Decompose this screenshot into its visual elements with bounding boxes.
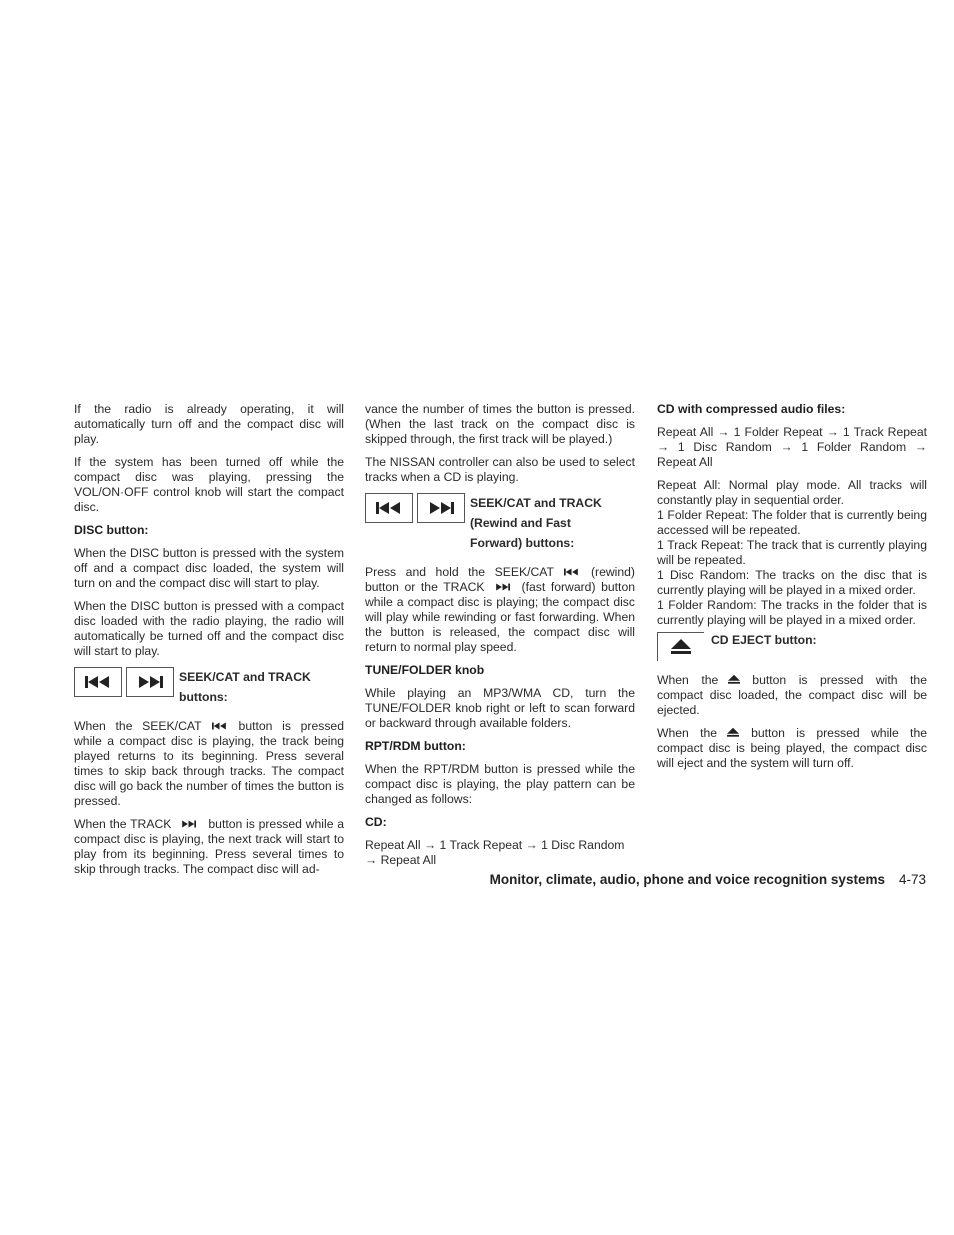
paragraph-continued: vance the number of times the button is pressed. (When the last track on the compact disc is skipped through, the first track will be played.) xyxy=(365,402,635,446)
text: (fast forward) button while a compact disc is playing; the compact disc will play while rewinding or fast forwarding. When the button is released, the compact disc will return to normal play speed. xyxy=(365,580,635,654)
paragraph: When the DISC button is pressed with the system off and a compact disc loaded, the system will turn on and the compact disc will start to play. xyxy=(74,546,344,590)
section-heading-cd-eject: CD EJECT button: xyxy=(711,633,817,647)
paragraph: The NISSAN controller can also be used to select tracks when a CD is playing. xyxy=(365,455,635,484)
skip-back-icon xyxy=(376,502,402,514)
paragraph: Repeat All → 1 Folder Repeat → 1 Track Repeat → 1 Disc Random → 1 Folder Random → Repeat All xyxy=(657,425,927,469)
footer-section-title: Monitor, climate, audio, phone and voice recognition systems xyxy=(489,872,885,887)
eject-icon xyxy=(728,674,740,685)
definition: 1 Folder Repeat: The folder that is currently being accessed will be repeated. xyxy=(657,508,927,537)
column-3 xyxy=(657,402,927,779)
section-heading-disc: DISC button: xyxy=(74,523,149,537)
heading-line: SEEK/CAT and TRACK xyxy=(470,496,602,510)
text: When the TRACK xyxy=(74,817,172,831)
text: When the xyxy=(657,726,718,740)
eject-icon xyxy=(727,727,739,738)
skip-back-icon xyxy=(564,567,579,577)
definition: Repeat All: Normal play mode. All tracks will constantly play in sequential order. xyxy=(657,478,927,507)
skip-back-icon xyxy=(212,721,227,731)
section-heading-rpt-rdm: RPT/RDM button: xyxy=(365,739,466,753)
paragraph xyxy=(365,565,635,655)
skip-forward-icon xyxy=(181,819,196,829)
skip-forward-icon xyxy=(495,582,510,592)
page-number: 4-73 xyxy=(898,872,926,887)
section-heading-rewind-ff xyxy=(470,493,602,553)
paragraph: When the RPT/RDM button is pressed while the compact disc is playing, the play pattern can be changed as follows: xyxy=(365,762,635,806)
paragraph xyxy=(74,719,344,809)
text: When the SEEK/CAT xyxy=(74,719,202,733)
column-1 xyxy=(74,402,344,885)
paragraph: While playing an MP3/WMA CD, turn the TUNE/FOLDER knob right or left to scan forward or backward through available folders. xyxy=(365,686,635,730)
section-heading-seek-track xyxy=(179,667,311,707)
text: When the xyxy=(657,673,719,687)
skip-back-icon xyxy=(85,676,111,688)
heading-line: SEEK/CAT and TRACK xyxy=(179,670,311,684)
text: Press and hold the SEEK/CAT xyxy=(365,565,554,579)
seek-button-illustration xyxy=(365,493,413,523)
definition: 1 Disc Random: The tracks on the disc that is currently playing will be played in a mixed order. xyxy=(657,568,927,597)
paragraph: When the DISC button is pressed with a compact disc loaded with the radio playing, the radio will automatically be turned off and the compact disc will start to play. xyxy=(74,599,344,658)
paragraph: If the radio is already operating, it will automatically turn off and the compact disc will play. xyxy=(74,402,344,446)
paragraph xyxy=(657,726,927,771)
section-heading-tune-folder: TUNE/FOLDER knob xyxy=(365,663,485,677)
eject-icon xyxy=(671,639,691,655)
heading-line: Forward) buttons: xyxy=(470,536,575,550)
skip-forward-icon xyxy=(137,676,163,688)
track-button-illustration xyxy=(126,667,174,697)
text: button is pressed with the compact disc loaded, the compact disc will be ejected. xyxy=(657,673,927,717)
page-footer xyxy=(490,872,926,887)
section-heading-compressed-audio: CD with compressed audio files: xyxy=(657,402,846,416)
text: button is pressed while the compact disc is being played, the compact disc will eject and the system will turn off. xyxy=(657,726,927,770)
paragraph: If the system has been turned off while the compact disc was playing, pressing the VOL/ON·OFF control knob will start the compact disc. xyxy=(74,455,344,514)
paragraph xyxy=(657,673,927,718)
text: (rewind) button or the TRACK xyxy=(365,565,635,594)
eject-button-box xyxy=(657,632,704,661)
section-heading-cd: CD: xyxy=(365,815,387,829)
track-button-illustration xyxy=(417,493,465,523)
seek-button-illustration xyxy=(74,667,122,697)
rewind-ff-button-illustration xyxy=(365,493,635,553)
skip-forward-icon xyxy=(428,502,454,514)
eject-button-illustration xyxy=(657,632,927,661)
paragraph xyxy=(74,817,344,877)
paragraph: Repeat All → 1 Track Repeat → 1 Disc Random → Repeat All xyxy=(365,838,625,867)
text: button is pressed while a compact disc is playing, the next track will start to play from its beginning. Press several times to skip through tracks. The compact disc will ad- xyxy=(74,817,345,876)
definition: 1 Folder Random: The tracks in the folder that is currently playing will be played in a mixed order. xyxy=(657,598,927,627)
column-2 xyxy=(365,402,635,876)
heading-line: (Rewind and Fast xyxy=(470,516,571,530)
seek-track-button-illustration xyxy=(74,667,344,707)
heading-line: buttons: xyxy=(179,690,228,704)
text: button is pressed while a compact disc is playing, the track being played returns to its beginning. Press several times to skip back through tracks. The compact disc will go back the number of times the button is pressed. xyxy=(74,719,344,808)
definition: 1 Track Repeat: The track that is currently playing will be repeated. xyxy=(657,538,927,567)
